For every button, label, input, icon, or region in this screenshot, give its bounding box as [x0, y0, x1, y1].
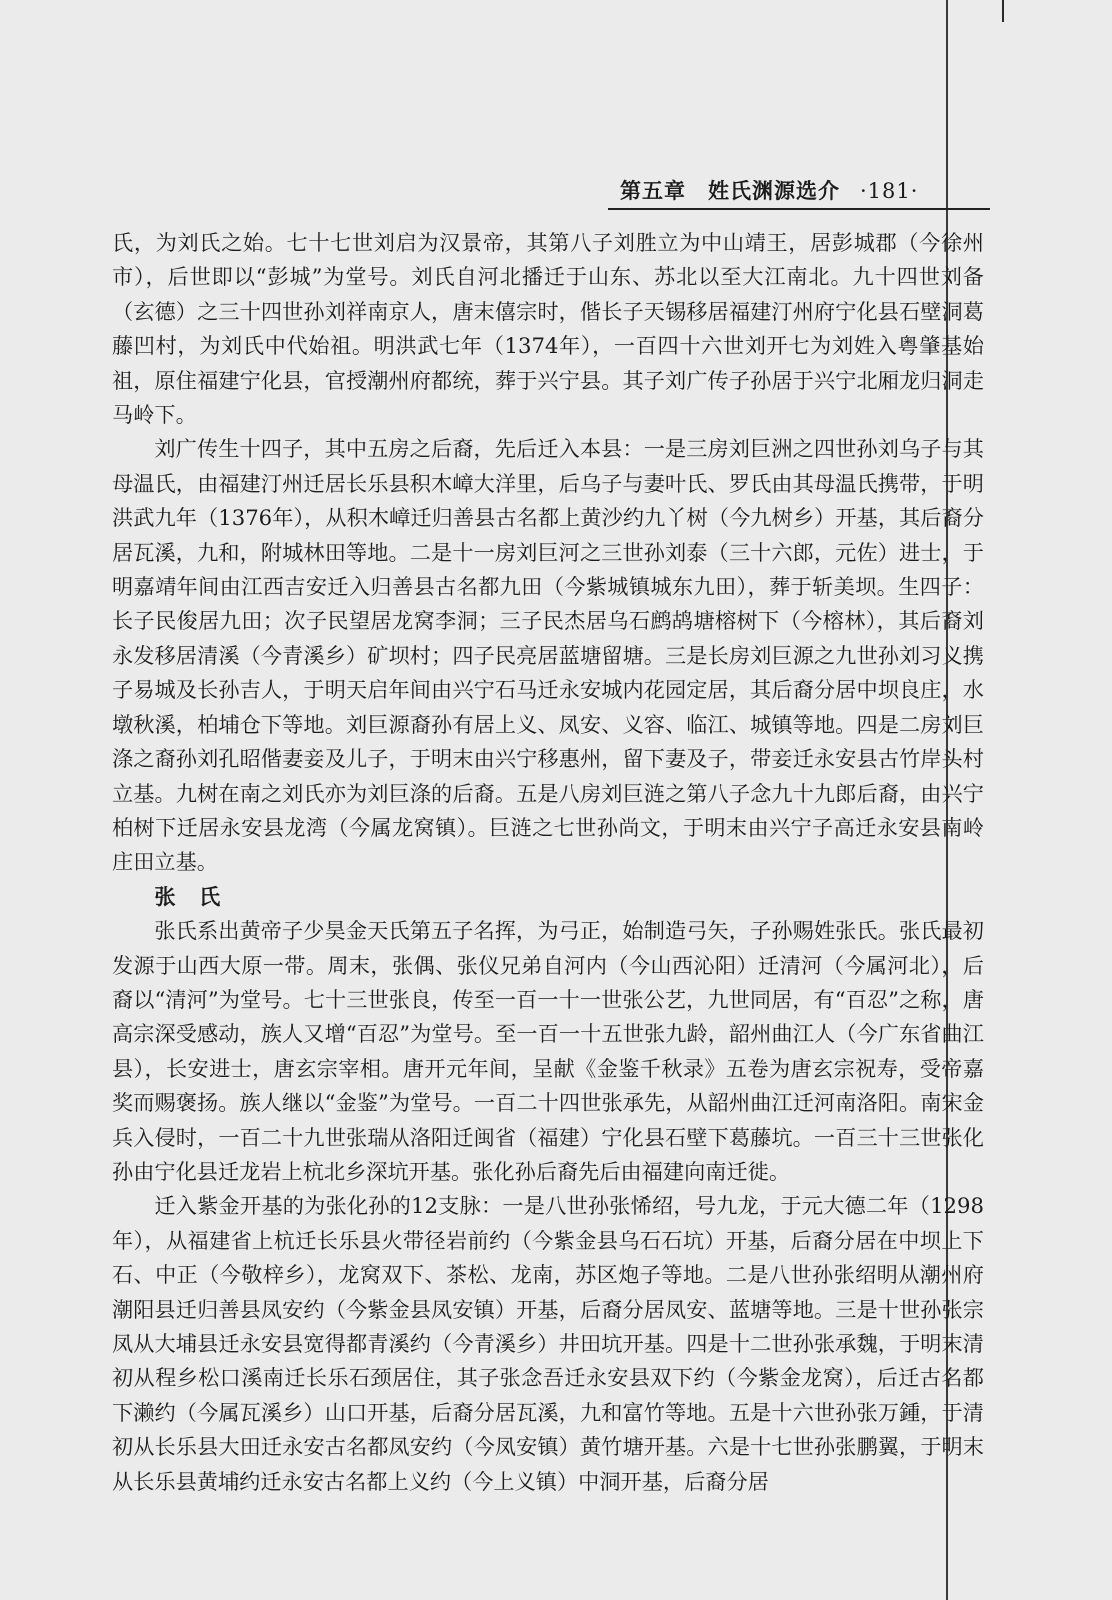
chapter-title: 姓氏渊源选介: [708, 179, 840, 203]
scan-corner-mark: [1002, 0, 1004, 22]
running-header: [620, 175, 918, 205]
body-text: [112, 226, 984, 1499]
page-number: ·181·: [860, 179, 919, 203]
paragraph-zhang-origin: 张氏系出黄帝子少昊金天氏第五子名挥，为弓正，始制造弓矢，子孙赐姓张氏。张氏最初发源于山西大原一带。周末，张偶、张仪兄弟自河内（今山西沁阳）迁清河（今属河北），后裔以“清河”为堂号。七十三世张良，传至一百一十一世张公艺，九世同居，有“百忍”之称，唐高宗深受感动，族人又增“百忍”为堂号。至一百一十五世张九龄，韶州曲江人（今广东省曲江县），长安进士，唐玄宗宰相。唐开元年间，呈献《金鉴千秋录》五卷为唐玄宗祝寿，受帝嘉奖而赐褒扬。族人继以“金鉴”为堂号。一百二十四世张承先，从韶州曲江迁河南洛阳。南宋金兵入侵时，一百二十九世张瑞从洛阳迁闽省（福建）宁化县石壁下葛藤坑。一百三十三世张化孙由宁化县迁龙岩上杭北乡深坑开基。张化孙后裔先后由福建向南迁徙。: [112, 918, 984, 1184]
header-rule: [608, 208, 990, 210]
paragraph-zhang-migration: 迁入紫金开基的为张化孙的12支脉：一是八世孙张悕绍，号九龙，于元大德二年（1298年），从福建省上杭迁长乐县火带径岩前约（今紫金县乌石石坑）开基，后裔分居在中坝上下石、中正（今敬梓乡），龙窝双下、茶松、龙南，苏区炮子等地。二是八世孙张绍明从潮州府潮阳县迁归善县凤安约（今紫金县凤安镇）开基，后裔分居凤安、蓝塘等地。三是十世孙张宗凤从大埔县迁永安县宽得都青溪约（今青溪乡）井田坑开基。四是十二世孙张承魏，于明末清初从程乡松口溪南迁长乐石颈居住，其子张念吾迁永安县双下约（今紫金龙窝），后迁古名都下濑约（今属瓦溪乡）山口开基，后裔分居瓦溪，九和富竹等地。五是十六世孙张万鍾，于清初从长乐县大田迁永安古名都凤安约（今凤安镇）黄竹塘开基。六是十七世孙张鹏翼，于明末从长乐县黄埔约迁永安古名都上义约（今上义镇）中洞开基，后裔分居: [112, 1193, 984, 1494]
paragraph-liu-origin: 氏，为刘氏之始。七十七世刘启为汉景帝，其第八子刘胜立为中山靖王，居彭城郡（今徐州市），后世即以“彭城”为堂号。刘氏自河北播迁于山东、苏北以至大江南北。九十四世刘备（玄德）之三十四世孙刘祥南京人，唐末僖宗时，偕长子天锡移居福建汀州府宁化县石壁洞葛藤凹村，为刘氏中代始祖。明洪武七年（1374年），一百四十六世刘开七为刘姓入粤肇基始祖，原住福建宁化县，官授潮州府都统，葬于兴宁县。其子刘广传子孙居于兴宁北厢龙归洞走马岭下。: [112, 230, 984, 428]
section-heading-zhang: 张 氏: [154, 883, 229, 909]
paragraph-liu-migration: 刘广传生十四子，其中五房之后裔，先后迁入本县：一是三房刘巨洲之四世孙刘乌子与其母温氏，由福建汀州迁居长乐县积木嶂大洋里，后乌子与妻叶氏、罗氏由其母温氏携带，于明洪武九年（1376年），从积木嶂迁归善县古名都上黄沙约九丫树（今九树乡）开基，其后裔分居瓦溪，九和，附城林田等地。二是十一房刘巨河之三世孙刘泰（三十六郎，元佐）进士，于明嘉靖年间由江西吉安迁入归善县古名都九田（今紫城镇城东九田），葬于斩美坝。生四子：长子民俊居九田；次子民望居龙窝李洞；三子民杰居乌石鹧鸪塘榕树下（今榕林），其后裔刘永发移居清溪（今青溪乡）矿坝村；四子民亮居蓝塘留塘。三是长房刘巨源之九世孙刘习义携子易城及长孙吉人，于明天启年间由兴宁石马迁永安城内花园定居，其后裔分居中坝良庄，水墩秋溪，柏埔仓下等地。刘巨源裔孙有居上义、凤安、义容、临江、城镇等地。四是二房刘巨涤之裔孙刘孔昭偕妻妾及儿子，于明末由兴宁移惠州，留下妻及子，带妾迁永安县古竹岸头村立基。九树在南之刘氏亦为刘巨涤的后裔。五是八房刘巨涟之第八子念九十九郎后裔，由兴宁柏树下迁居永安县龙湾（今属龙窝镇）。巨涟之七世孙尚文，于明末由兴宁子高迁永安县南岭庄田立基。: [112, 436, 984, 875]
chapter-label: 第五章: [620, 179, 686, 203]
